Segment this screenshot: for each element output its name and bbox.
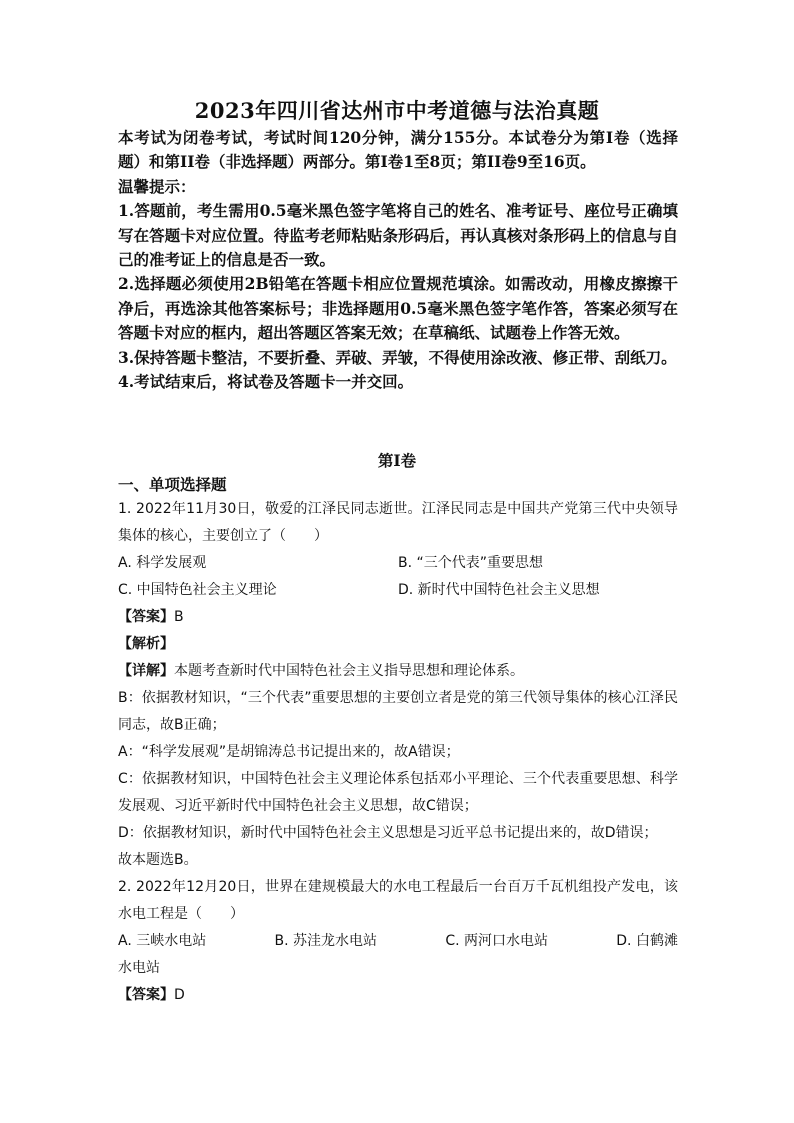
q1-stem: 1. 2022年11月30日，敬爱的江泽民同志逝世。江泽民同志是中国共产党第三代中央领导集体的核心，主要创立了（ ）	[118, 501, 678, 544]
q1-option-c: C. 中国特色社会主义理论	[118, 582, 277, 598]
q1-answer	[118, 604, 678, 631]
volume-label: 第I卷	[377, 451, 417, 470]
q1-answer-value: B	[174, 609, 184, 625]
q2-option-a: A. 三峡水电站	[118, 933, 207, 949]
q1-answer-label: 【答案】	[118, 609, 174, 625]
q2-option-d-tail: 水电站	[118, 960, 160, 976]
tip-1: 1.答题前，考生需用0.5毫米黑色签字笔将自己的姓名、准考证号、座位号正确填写在答题卡对应位置。待监考老师粘贴条形码后，再认真核对条形码上的信息与自己的准考证上的信息是否一致。	[118, 201, 678, 270]
q1-line-d: D：依据教材知识，新时代中国特色社会主义思想是习近平总书记提出来的，故D错误；	[118, 825, 658, 841]
q1-detail	[118, 658, 678, 685]
tip-4: 4.考试结束后，将试卷及答题卡一并交回。	[118, 372, 414, 392]
q2-answer-value: D	[174, 987, 185, 1003]
section-heading: 一、单项选择题	[118, 475, 227, 494]
page-title: 2023年四川省达州市中考道德与法治真题	[194, 98, 600, 123]
q1-detail-label: 【详解】	[118, 663, 174, 679]
q2-answer-label: 【答案】	[118, 987, 174, 1003]
q2-option-b: B. 苏洼龙水电站	[274, 933, 378, 949]
q2-option-d: D. 白鹤滩	[616, 933, 678, 949]
tips-heading: 温馨提示：	[118, 176, 196, 196]
q2-options	[118, 928, 678, 955]
tip-2: 2.选择题必须使用2B铅笔在答题卡相应位置规范填涂。如需改动，用橡皮擦擦干净后，再选涂其他答案标号；非选择题用0.5毫米黑色签字笔作答，答案必须写在答题卡对应的框内，超出答题区答案无效；在草稿纸、试题卷上作答无效。	[118, 274, 678, 343]
q1-conclusion: 故本题选B。	[118, 852, 198, 868]
questions-body	[118, 496, 678, 1009]
q2-option-c: C. 两河口水电站	[445, 933, 548, 949]
q1-option-d: D. 新时代中国特色社会主义思想	[398, 582, 600, 598]
q1-line-b: B：依据教材知识，“三个代表”重要思想的主要创立者是党的第三代领导集体的核心江泽民同志，故B正确；	[118, 690, 678, 733]
q2-stem: 2. 2022年12月20日，世界在建规模最大的水电工程最后一台百万千瓦机组投产发电，该水电工程是（ ）	[118, 879, 678, 922]
q1-detail-text: 本题考查新时代中国特色社会主义指导思想和理论体系。	[174, 663, 524, 679]
exam-instructions	[118, 126, 678, 394]
q1-line-c: C：依据教材知识，中国特色社会主义理论体系包括邓小平理论、三个代表重要思想、科学发展观、习近平新时代中国特色社会主义思想，故C错误；	[118, 771, 678, 814]
tip-3: 3.保持答题卡整洁，不要折叠、弄破、弄皱，不得使用涂改液、修正带、刮纸刀。	[118, 347, 677, 367]
q1-options	[118, 550, 678, 604]
q1-line-a: A：“科学发展观”是胡锦涛总书记提出来的，故A错误；	[118, 744, 460, 760]
q1-option-a: A. 科学发展观	[118, 555, 207, 571]
q1-analysis-label: 【解析】	[118, 636, 174, 652]
q2-answer	[118, 982, 678, 1009]
exam-description: 本考试为闭卷考试，考试时间120分钟，满分155分。本试卷分为第I卷（选择题）和第II卷（非选择题）两部分。第I卷1至8页；第II卷9至16页。	[118, 128, 678, 172]
q1-option-b: B. “三个代表”重要思想	[398, 555, 544, 571]
